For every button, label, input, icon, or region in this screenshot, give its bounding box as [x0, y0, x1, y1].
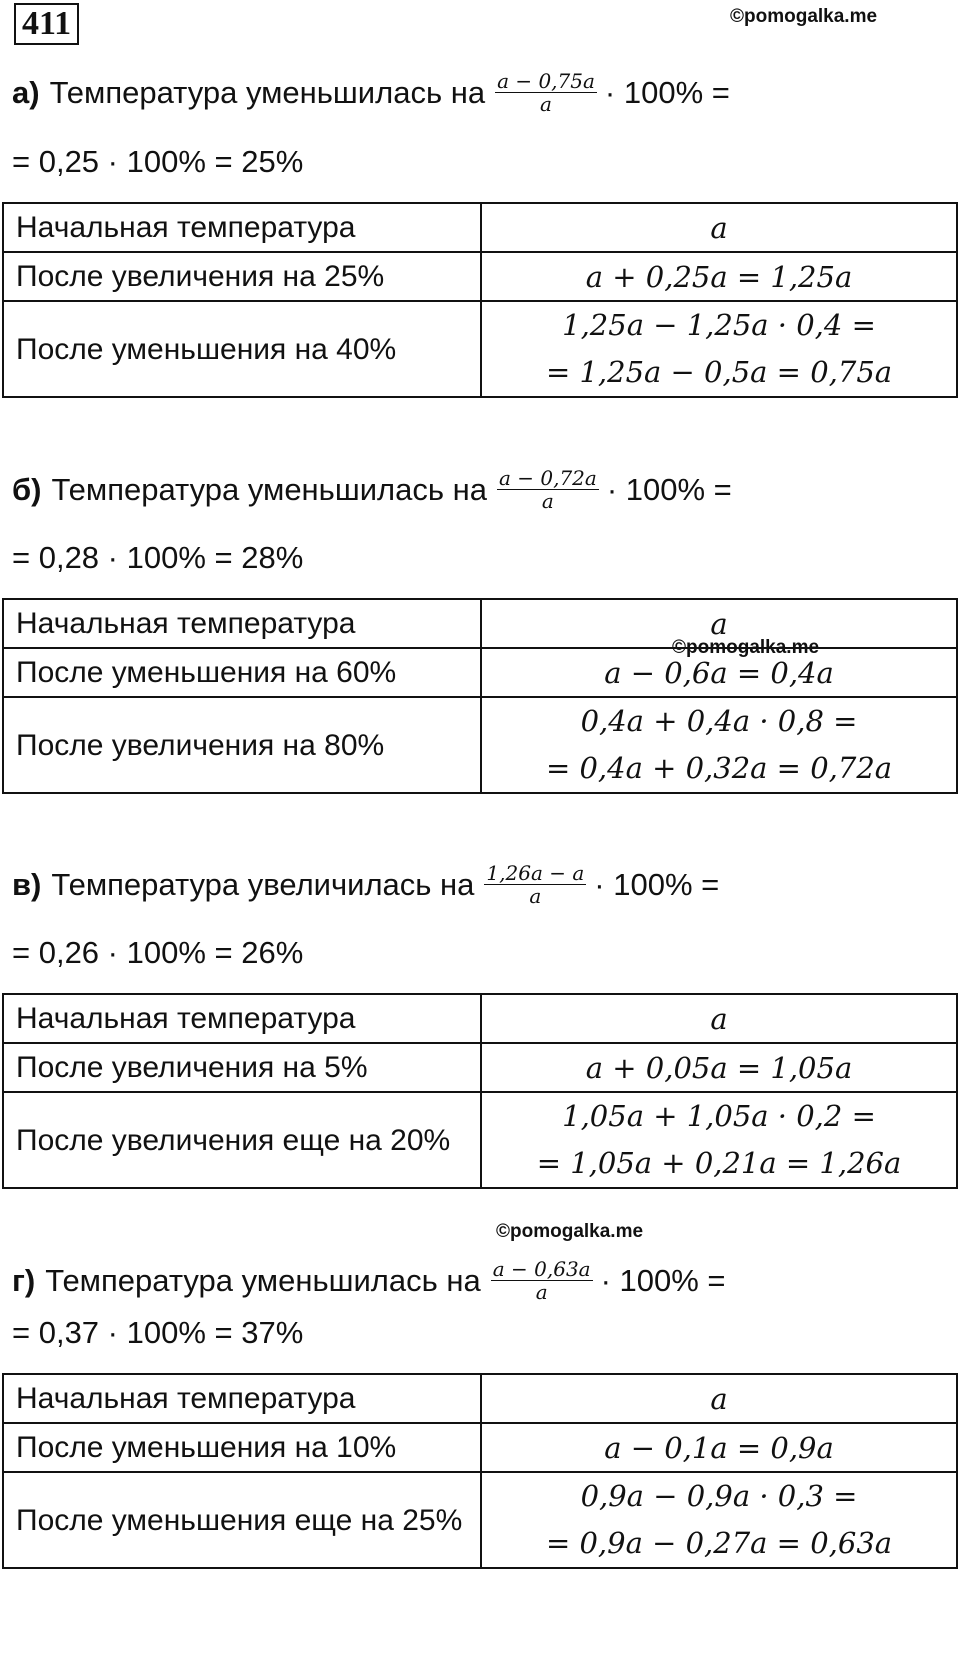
table-row: [3, 301, 957, 397]
heading-tail: · 100% =: [594, 866, 720, 902]
fraction-denominator: a: [540, 92, 552, 116]
fraction-denominator: a: [529, 884, 542, 908]
fraction-denominator: a: [541, 489, 554, 513]
section-heading: [12, 467, 732, 512]
fraction-numerator: a − 0,75a: [497, 69, 595, 93]
fraction-numerator: a − 0,72a: [498, 466, 597, 490]
table-row: [3, 252, 957, 301]
table-row: [3, 1374, 957, 1423]
row-value: a: [481, 599, 957, 648]
value-line-2: = 0,4a + 0,32a = 0,72a: [545, 751, 893, 785]
row-label: Начальная температура: [3, 203, 481, 252]
fraction-numerator: a − 0,63a: [492, 1257, 591, 1281]
section-label: в): [12, 866, 42, 902]
table-row: [3, 1423, 957, 1472]
value-line-1: 1,25a − 1,25a · 0,4 =: [562, 308, 876, 342]
heading-text: Температура увеличилась на: [51, 866, 475, 902]
row-label: После уменьшения на 40%: [3, 301, 481, 397]
section-heading: [12, 70, 730, 115]
problem-number: 411: [14, 3, 79, 45]
section-label: а): [12, 74, 40, 110]
section-heading: [12, 862, 719, 907]
watermark: ©pomogalka.me: [730, 6, 878, 27]
row-label: После уменьшения на 60%: [3, 648, 481, 697]
heading-tail: · 100% =: [604, 74, 730, 110]
row-label: Начальная температура: [3, 599, 481, 648]
temperature-table: [2, 993, 958, 1189]
table-row: [3, 599, 957, 648]
heading-tail: · 100% =: [606, 471, 732, 507]
result-line: = 0,25 · 100% = 25%: [12, 144, 304, 179]
row-label: После увеличения еще на 20%: [3, 1092, 481, 1188]
row-value: a − 0,6a = 0,4a: [481, 648, 957, 697]
fraction-numerator: 1,26a − a: [486, 861, 585, 885]
value-line-2: = 0,9a − 0,27a = 0,63a: [545, 1526, 893, 1560]
row-label: После уменьшения на 10%: [3, 1423, 481, 1472]
heading-tail: · 100% =: [600, 1262, 726, 1298]
row-value: a + 0,05a = 1,05a: [481, 1043, 957, 1092]
watermark: ©pomogalka.me: [496, 1221, 644, 1242]
table-row: [3, 1043, 957, 1092]
row-value: a: [481, 994, 957, 1043]
row-value: a: [481, 1374, 957, 1423]
temperature-table: [2, 598, 958, 794]
value-line-2: = 1,25a − 0,5a = 0,75a: [545, 355, 893, 389]
row-label: После уменьшения еще на 25%: [3, 1472, 481, 1568]
fraction: [495, 70, 597, 115]
value-line-1: 0,9a − 0,9a · 0,3 =: [580, 1479, 858, 1513]
row-label: Начальная температура: [3, 994, 481, 1043]
value-line-1: 0,4a + 0,4a · 0,8 =: [580, 704, 858, 738]
table-row: [3, 697, 957, 793]
heading-text: Температура уменьшилась на: [45, 1262, 481, 1298]
section-heading: [12, 1258, 726, 1303]
fraction: [497, 467, 599, 512]
row-label: После увеличения на 5%: [3, 1043, 481, 1092]
value-line-2: = 1,05a + 0,21a = 1,26a: [536, 1146, 902, 1180]
row-value: [481, 1472, 957, 1568]
result-line: = 0,37 · 100% = 37%: [12, 1315, 304, 1350]
row-value: a + 0,25a = 1,25a: [481, 252, 957, 301]
row-label: После увеличения на 25%: [3, 252, 481, 301]
table-row: [3, 648, 957, 697]
row-value: [481, 301, 957, 397]
watermark: ©pomogalka.me: [672, 637, 820, 658]
row-value: a: [481, 203, 957, 252]
row-label: После увеличения на 80%: [3, 697, 481, 793]
fraction: [491, 1258, 593, 1303]
temperature-table: [2, 1373, 958, 1569]
table-row: [3, 203, 957, 252]
table-row: [3, 994, 957, 1043]
result-line: = 0,28 · 100% = 28%: [12, 540, 304, 575]
value-line-1: 1,05a + 1,05a · 0,2 =: [562, 1099, 876, 1133]
heading-text: Температура уменьшилась на: [51, 471, 487, 507]
row-value: [481, 697, 957, 793]
result-line: = 0,26 · 100% = 26%: [12, 935, 304, 970]
row-value: a − 0,1a = 0,9a: [481, 1423, 957, 1472]
row-value: [481, 1092, 957, 1188]
table-row: [3, 1092, 957, 1188]
fraction-denominator: a: [535, 1280, 548, 1304]
heading-text: Температура уменьшилась на: [49, 74, 486, 110]
section-label: г): [12, 1262, 36, 1298]
section-label: б): [12, 471, 42, 507]
fraction: [484, 862, 586, 907]
temperature-table: [2, 202, 958, 398]
table-row: [3, 1472, 957, 1568]
row-label: Начальная температура: [3, 1374, 481, 1423]
